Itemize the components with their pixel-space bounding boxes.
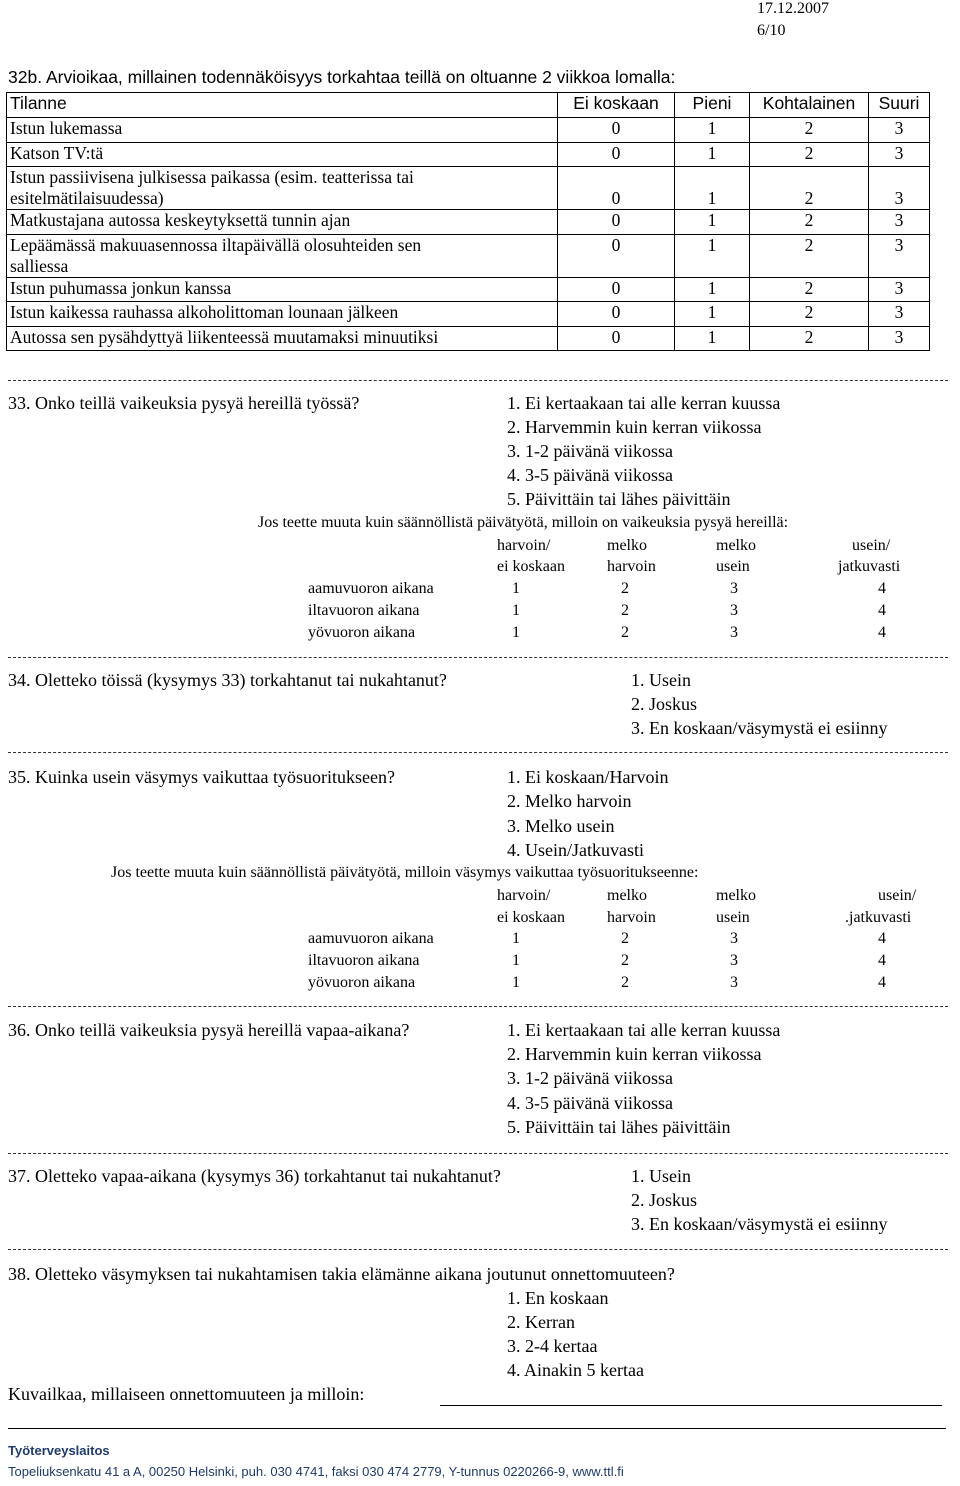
shift-scale-value[interactable]: 2 (621, 952, 629, 969)
table-row (7, 277, 930, 302)
shift-label: iltavuoron aikana (308, 602, 420, 619)
q35-option[interactable]: 2. Melko harvoin (507, 791, 632, 811)
scale-head: usein (716, 909, 750, 926)
separator (8, 1006, 948, 1007)
situation-label: Istun puhumassa jonkun kanssa (10, 277, 232, 298)
score-cell[interactable]: 3 (869, 210, 930, 235)
situation-cell (7, 277, 558, 302)
score-cell[interactable]: 1 (675, 142, 750, 167)
scale-head: melko (716, 537, 756, 554)
q36-question: 36. Onko teillä vaikeuksia pysyä hereillä vapaa-aikana? (8, 1020, 410, 1040)
q37-question: 37. Oletteko vapaa-aikana (kysymys 36) torkahtanut tai nukahtanut? (8, 1166, 501, 1186)
shift-scale-value[interactable]: 2 (621, 602, 629, 619)
shift-scale-value[interactable]: 4 (878, 580, 886, 597)
scale-head: .jatkuvasti (845, 909, 912, 926)
separator (8, 1249, 948, 1250)
shift-scale-value[interactable]: 4 (878, 930, 886, 947)
situation-cell (7, 210, 558, 235)
situation-label: Lepäämässä makuuasennossa iltapäivällä olosuhteiden sen (10, 234, 422, 255)
scale-head: ei koskaan (497, 558, 565, 575)
table-row (7, 118, 930, 143)
score-cell[interactable]: 1 (675, 326, 750, 351)
table-row (7, 142, 930, 167)
shift-label: yövuoron aikana (308, 974, 416, 991)
score-cell[interactable]: 2 (750, 167, 869, 210)
score-cell[interactable]: 0 (558, 167, 675, 210)
q37-option[interactable]: 1. Usein (631, 1166, 691, 1186)
scale-head: jatkuvasti (838, 558, 901, 575)
score-cell[interactable]: 0 (558, 326, 675, 351)
score-cell[interactable]: 0 (558, 118, 675, 143)
scale-head: harvoin/ (497, 537, 551, 554)
score-cell[interactable]: 3 (869, 167, 930, 210)
scale-head: ei koskaan (497, 909, 565, 926)
q35-shift-intro: Jos teette muuta kuin säännöllistä päivätyötä, milloin väsymys vaikuttaa työsuoritukseenne: (111, 864, 699, 881)
q38-question: 38. Oletteko väsymyksen tai nukahtamisen takia elämänne aikana joutunut onnettomuuteen? (8, 1264, 675, 1284)
score-cell[interactable]: 2 (750, 326, 869, 351)
score-cell[interactable]: 2 (750, 210, 869, 235)
q34-option[interactable]: 1. Usein (631, 670, 691, 690)
q36-option[interactable]: 2. Harvemmin kuin kerran viikossa (507, 1044, 762, 1064)
table-row (7, 167, 930, 210)
q33-shift-intro: Jos teette muuta kuin säännöllistä päivätyötä, milloin on vaikeuksia pysyä hereillä: (258, 514, 789, 531)
col-header: Kohtalainen (750, 93, 869, 118)
q33-option[interactable]: 3. 1-2 päivänä viikossa (507, 441, 673, 461)
scale-head: melko (716, 887, 756, 904)
scale-head: usein/ (852, 537, 891, 554)
q38-option[interactable]: 2. Kerran (507, 1312, 575, 1332)
q37-option[interactable]: 2. Joskus (631, 1190, 698, 1210)
q35-option[interactable]: 3. Melko usein (507, 816, 615, 836)
table-row (7, 210, 930, 235)
shift-scale-value[interactable]: 2 (621, 580, 629, 597)
shift-scale-value[interactable]: 1 (512, 580, 520, 597)
shift-scale-value[interactable]: 4 (878, 602, 886, 619)
shift-label: aamuvuoron aikana (308, 930, 434, 947)
score-cell[interactable]: 3 (869, 118, 930, 143)
situation-label: Autossa sen pysähdyttyä liikenteessä muutamaksi minuutiksi (10, 326, 439, 347)
score-cell[interactable]: 0 (558, 302, 675, 327)
answer-line[interactable] (8, 1428, 946, 1429)
shift-label: aamuvuoron aikana (308, 580, 434, 597)
score-cell[interactable]: 3 (869, 326, 930, 351)
q38-option[interactable]: 3. 2-4 kertaa (507, 1336, 598, 1356)
page-number: 6/10 (757, 22, 786, 39)
situation-cell (7, 118, 558, 143)
shift-scale-value[interactable]: 2 (621, 974, 629, 991)
q36-option[interactable]: 3. 1-2 päivänä viikossa (507, 1068, 673, 1088)
answer-line[interactable] (440, 1405, 942, 1406)
scale-head: melko (607, 537, 647, 554)
q33-option[interactable]: 5. Päivittäin tai lähes päivittäin (507, 489, 731, 509)
score-cell[interactable]: 1 (675, 277, 750, 302)
q38-option[interactable]: 1. En koskaan (507, 1288, 609, 1308)
score-cell[interactable]: 0 (558, 234, 675, 277)
scale-head: usein/ (878, 887, 917, 904)
shift-scale-value[interactable]: 2 (621, 624, 629, 641)
situation-cell (7, 234, 558, 277)
scale-head: harvoin (607, 558, 656, 575)
shift-scale-value[interactable]: 4 (878, 974, 886, 991)
score-cell[interactable]: 1 (675, 118, 750, 143)
shift-scale-value[interactable]: 4 (878, 624, 886, 641)
q37-option[interactable]: 3. En koskaan/väsymystä ei esiinny (631, 1214, 888, 1234)
separator (8, 752, 948, 753)
shift-scale-value[interactable]: 1 (512, 602, 520, 619)
situation-label-cont: salliessa (10, 255, 69, 276)
shift-scale-value[interactable]: 1 (512, 930, 520, 947)
shift-scale-value[interactable]: 3 (730, 974, 738, 991)
table-row (7, 234, 930, 277)
q33-option[interactable]: 4. 3-5 päivänä viikossa (507, 465, 673, 485)
situation-cell (7, 167, 558, 210)
shift-scale-value[interactable]: 3 (730, 624, 738, 641)
score-cell[interactable]: 2 (750, 277, 869, 302)
sleepiness-table (6, 92, 930, 351)
shift-scale-value[interactable]: 3 (730, 580, 738, 597)
q35-question: 35. Kuinka usein väsymys vaikuttaa työsuoritukseen? (8, 767, 395, 787)
q35-option[interactable]: 1. Ei koskaan/Harvoin (507, 767, 669, 787)
shift-scale-value[interactable]: 1 (512, 974, 520, 991)
separator (8, 657, 948, 658)
q34-option[interactable]: 3. En koskaan/väsymystä ei esiinny (631, 718, 888, 738)
score-cell[interactable]: 1 (675, 210, 750, 235)
shift-scale-value[interactable]: 3 (730, 952, 738, 969)
q33-option[interactable]: 2. Harvemmin kuin kerran viikossa (507, 417, 762, 437)
score-cell[interactable]: 3 (869, 234, 930, 277)
score-cell[interactable]: 0 (558, 210, 675, 235)
situation-label: Katson TV:tä (10, 142, 104, 163)
footer-org: Työterveyslaitos (8, 1443, 110, 1458)
scale-head: harvoin (607, 909, 656, 926)
score-cell[interactable]: 1 (675, 302, 750, 327)
shift-label: iltavuoron aikana (308, 952, 420, 969)
shift-scale-value[interactable]: 3 (730, 930, 738, 947)
q35-option[interactable]: 4. Usein/Jatkuvasti (507, 840, 644, 860)
score-cell[interactable]: 2 (750, 142, 869, 167)
score-cell[interactable]: 1 (675, 234, 750, 277)
footer-address: Topeliuksenkatu 41 a A, 00250 Helsinki, puh. 030 4741, faksi 030 474 2779, Y-tunnus 0220266-9, www.ttl.fi (8, 1464, 624, 1479)
q34-option[interactable]: 2. Joskus (631, 694, 698, 714)
score-cell[interactable]: 0 (558, 142, 675, 167)
shift-scale-value[interactable]: 1 (512, 624, 520, 641)
table-row (7, 326, 930, 351)
col-header: Ei koskaan (558, 93, 675, 118)
situation-label: Istun lukemassa (10, 118, 123, 138)
situation-label-cont: esitelmätilaisuudessa) (10, 188, 164, 208)
q38-describe-label: Kuvailkaa, millaiseen onnettomuuteen ja milloin: (8, 1384, 365, 1404)
shift-scale-value[interactable]: 3 (730, 602, 738, 619)
score-cell[interactable]: 3 (869, 302, 930, 327)
separator (8, 380, 948, 381)
shift-label: yövuoron aikana (308, 624, 416, 641)
table-row (7, 302, 930, 327)
q36-option[interactable]: 4. 3-5 päivänä viikossa (507, 1093, 673, 1113)
score-cell[interactable]: 3 (869, 277, 930, 302)
score-cell[interactable]: 2 (750, 234, 869, 277)
score-cell[interactable]: 0 (558, 277, 675, 302)
situation-label: Istun passiivisena julkisessa paikassa (esim. teatterissa tai (10, 167, 414, 187)
shift-scale-value[interactable]: 1 (512, 952, 520, 969)
score-cell[interactable]: 1 (675, 167, 750, 210)
situation-cell (7, 302, 558, 327)
shift-scale-value[interactable]: 2 (621, 930, 629, 947)
q33-question: 33. Onko teillä vaikeuksia pysyä hereillä työssä? (8, 393, 360, 413)
scale-head: usein (716, 558, 750, 575)
situation-label: Istun kaikessa rauhassa alkoholittoman lounaan jälkeen (10, 302, 399, 322)
document-date: 17.12.2007 (757, 0, 829, 17)
separator (8, 1153, 948, 1154)
col-header: Pieni (675, 93, 750, 118)
q34-question: 34. Oletteko töissä (kysymys 33) torkahtanut tai nukahtanut? (8, 670, 447, 690)
scale-head: melko (607, 887, 647, 904)
situation-label: Matkustajana autossa keskeytyksettä tunnin ajan (10, 210, 351, 230)
situation-cell (7, 142, 558, 167)
q32b-title: 32b. Arvioikaa, millainen todennäköisyys torkahtaa teillä on oltuanne 2 viikkoa lomalla: (8, 67, 676, 87)
q38-option[interactable]: 4. Ainakin 5 kertaa (507, 1360, 644, 1380)
q36-option[interactable]: 5. Päivittäin tai lähes päivittäin (507, 1117, 731, 1137)
score-cell[interactable]: 3 (869, 142, 930, 167)
col-header: Suuri (869, 93, 930, 118)
table-header-row (7, 93, 930, 118)
q36-option[interactable]: 1. Ei kertaakaan tai alle kerran kuussa (507, 1020, 781, 1040)
shift-scale-value[interactable]: 4 (878, 952, 886, 969)
q33-option[interactable]: 1. Ei kertaakaan tai alle kerran kuussa (507, 393, 781, 413)
col-header: Tilanne (7, 93, 558, 118)
score-cell[interactable]: 2 (750, 302, 869, 327)
scale-head: harvoin/ (497, 887, 551, 904)
situation-cell (7, 326, 558, 351)
score-cell[interactable]: 2 (750, 118, 869, 143)
